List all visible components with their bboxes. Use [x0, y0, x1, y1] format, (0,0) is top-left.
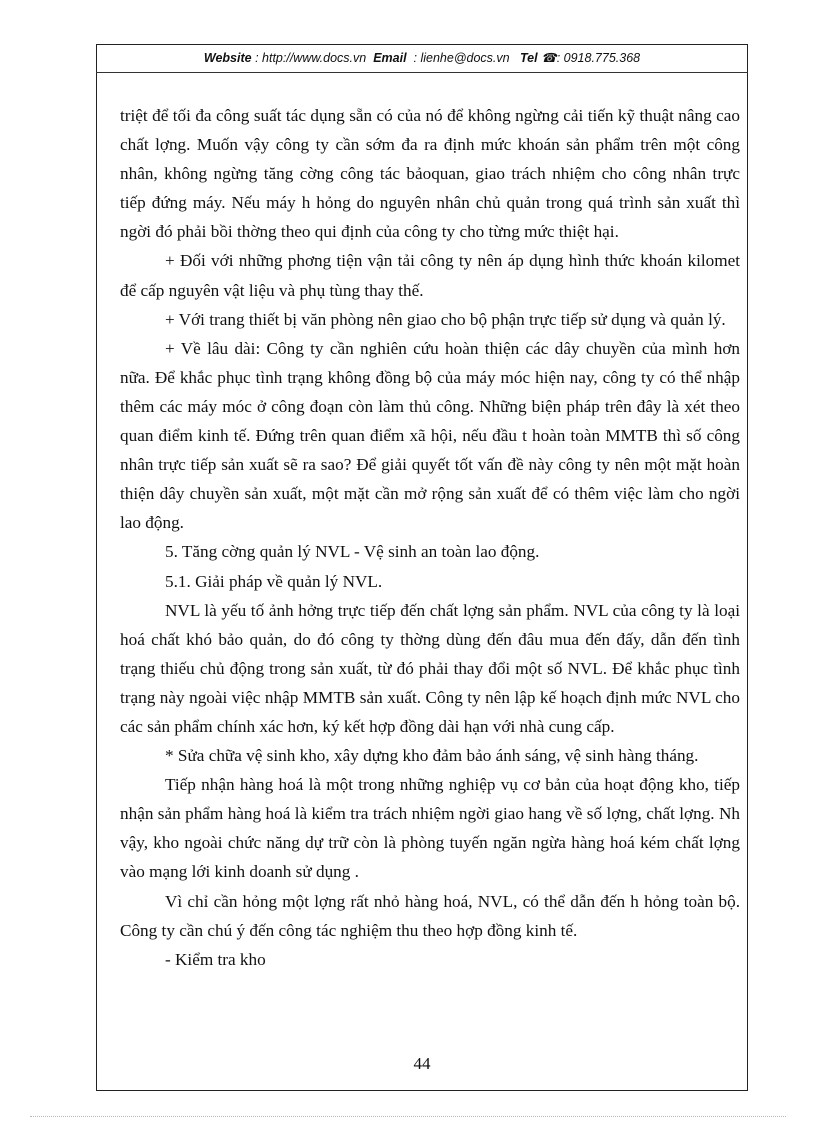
paragraph: Vì chỉ cần hỏng một lợng rất nhỏ hàng hoá, NVL, có thể dẫn đến h hỏng toàn bộ. Công ty cần chú ý đến công tác nghiệm thu theo hợp đồng kinh tế.	[120, 891, 740, 940]
email-label: Email	[373, 51, 407, 65]
page-number: 44	[413, 1054, 431, 1073]
paragraph: triệt để tối đa công suất tác dụng sẵn có của nó để không ngừng cải tiến kỹ thuật nâng cao chất lợng. Muốn vậy công ty cần sớm đa ra định mức khoán sản phẩm trên một công nhân, không ngừng tăng cờng công tác bảoquan, giao trách nhiệm cho công nhân trực tiếp đứng máy. Nếu máy h hỏng do nguyên nhân chủ quản trong quá trình sản xuất thì ngời đó phải bồi thờng theo qui định của công ty cho từng mức thiệt hại.	[120, 106, 740, 242]
subsection-heading: 5.1. Giải pháp về quản lý NVL.	[165, 571, 383, 591]
paragraph: + Về lâu dài: Công ty cần nghiên cứu hoàn thiện các dây chuyền của mình hơn nữa. Để khắc phục tình trạng không đồng bộ của máy móc hiện nay, công ty có thể nhập thêm các máy móc ở công đoạn còn làm thủ công. Những biện pháp trên đây là xét theo quan điểm kinh tế. Đứng trên quan điểm xã hội, nếu đầu t hoàn toàn MMTB thì số công nhân trực tiếp sản xuất sẽ ra sao? Để giải quyết tốt vấn đề này công ty nên một mặt hoàn thiện dây chuyền sản xuất, một mặt cần mở rộng sản xuất để có thêm việc làm cho ngời lao động.	[120, 338, 740, 533]
paragraph: + Đối với những phơng tiện vận tải công ty nên áp dụng hình thức khoán kilomet để cấp nguyên vật liệu và phụ tùng thay thế.	[120, 251, 740, 300]
document-body	[120, 101, 740, 974]
header-rule	[96, 72, 748, 73]
paragraph: Tiếp nhận hàng hoá là một trong những nghiệp vụ cơ bản của hoạt động kho, tiếp nhận sản phẩm hàng hoá là kiểm tra trách nhiệm ngời giao hang về số lợng, chất lợng. Nh vậy, kho ngoài chức năng dự trữ còn là phòng tuyến ngăn ngừa hàng hoá kém chất lợng vào mạng lới kinh doanh sử dụng .	[120, 775, 740, 882]
paragraph: + Với trang thiết bị văn phòng nên giao cho bộ phận trực tiếp sử dụng và quản lý.	[165, 309, 726, 329]
paragraph: NVL là yếu tố ảnh hởng trực tiếp đến chất lợng sản phẩm. NVL của công ty là loại hoá chất khó bảo quản, do đó công ty thờng dùng đến đâu mua đến đấy, dẫn đến tình trạng thiếu chủ động trong sản xuất, từ đó phải thay đổi một số NVL. Để khắc phục tình trạng này ngoài việc nhập MMTB sản xuất. Công ty nên lập kế hoạch định mức NVL cho các sản phẩm chính xác hơn, ký kết hợp đồng dài hạn với nhà cung cấp.	[120, 600, 740, 736]
website-label: Website	[203, 51, 252, 65]
email-link[interactable]: : lienhe@docs.vn	[413, 51, 510, 65]
tel-label: Tel	[520, 51, 538, 65]
paragraph: - Kiểm tra kho	[165, 949, 266, 969]
tel-number: : 0918.775.368	[556, 51, 641, 65]
paragraph: * Sửa chữa vệ sinh kho, xây dựng kho đảm bảo ánh sáng, vệ sinh hàng tháng.	[165, 746, 699, 766]
section-heading: 5. Tăng cờng quản lý NVL - Vệ sinh an toàn lao động.	[165, 542, 540, 562]
page-header	[96, 50, 748, 65]
page-bottom-divider	[30, 1116, 786, 1117]
telephone-icon: ☎	[541, 51, 557, 65]
website-link[interactable]: : http://www.docs.vn	[255, 51, 367, 65]
